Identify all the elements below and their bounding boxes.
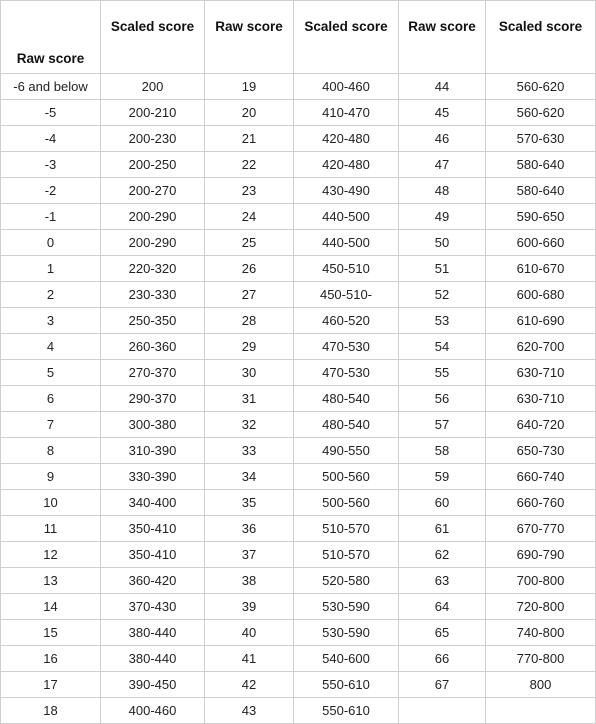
scaled-score-cell: 440-500 <box>294 230 399 256</box>
table-row <box>1 412 596 438</box>
raw-score-cell: 12 <box>1 542 101 568</box>
scaled-score-cell: 800 <box>486 672 596 698</box>
scaled-score-cell: 700-800 <box>486 568 596 594</box>
raw-score-cell: 20 <box>205 100 294 126</box>
table-row <box>1 386 596 412</box>
raw-score-cell: 23 <box>205 178 294 204</box>
header-raw-score: Raw score <box>205 1 294 74</box>
raw-score-cell: 6 <box>1 386 101 412</box>
scaled-score-cell: 610-690 <box>486 308 596 334</box>
scaled-score-cell: 550-610 <box>294 698 399 724</box>
raw-score-cell: 9 <box>1 464 101 490</box>
raw-score-cell: 31 <box>205 386 294 412</box>
scaled-score-cell: 770-800 <box>486 646 596 672</box>
table-row <box>1 308 596 334</box>
raw-score-cell: 11 <box>1 516 101 542</box>
scaled-score-cell: 310-390 <box>101 438 205 464</box>
scaled-score-cell: 640-720 <box>486 412 596 438</box>
raw-score-cell: 57 <box>399 412 486 438</box>
scaled-score-cell: 220-320 <box>101 256 205 282</box>
scaled-score-cell: 630-710 <box>486 360 596 386</box>
raw-score-cell: 30 <box>205 360 294 386</box>
scaled-score-cell: 660-740 <box>486 464 596 490</box>
raw-score-cell: 25 <box>205 230 294 256</box>
table-row <box>1 516 596 542</box>
raw-score-cell: 63 <box>399 568 486 594</box>
scaled-score-cell: 440-500 <box>294 204 399 230</box>
table-row <box>1 126 596 152</box>
scaled-score-cell: 200-210 <box>101 100 205 126</box>
raw-score-cell: -2 <box>1 178 101 204</box>
scaled-score-cell: 580-640 <box>486 152 596 178</box>
scaled-score-cell: 200-250 <box>101 152 205 178</box>
table-row <box>1 594 596 620</box>
scaled-score-cell: 620-700 <box>486 334 596 360</box>
scaled-score-cell <box>486 698 596 724</box>
header-raw-score: Raw score <box>399 1 486 74</box>
raw-score-cell: 54 <box>399 334 486 360</box>
raw-score-cell: 18 <box>1 698 101 724</box>
scaled-score-cell: 670-770 <box>486 516 596 542</box>
raw-score-cell: 22 <box>205 152 294 178</box>
raw-score-cell: 49 <box>399 204 486 230</box>
raw-score-cell: 17 <box>1 672 101 698</box>
scaled-score-cell: 480-540 <box>294 412 399 438</box>
header-row <box>1 1 596 74</box>
scaled-score-cell: 260-360 <box>101 334 205 360</box>
header-raw-score: Raw score <box>1 1 101 74</box>
scaled-score-cell: 300-380 <box>101 412 205 438</box>
raw-score-cell: 14 <box>1 594 101 620</box>
raw-score-cell: 61 <box>399 516 486 542</box>
table-row <box>1 360 596 386</box>
table-row <box>1 490 596 516</box>
raw-score-cell: 19 <box>205 74 294 100</box>
raw-score-cell: 59 <box>399 464 486 490</box>
table-row <box>1 74 596 100</box>
scaled-score-cell: 340-400 <box>101 490 205 516</box>
scaled-score-cell: 410-470 <box>294 100 399 126</box>
scaled-score-cell: 560-620 <box>486 100 596 126</box>
raw-score-cell: 29 <box>205 334 294 360</box>
scaled-score-cell: 420-480 <box>294 152 399 178</box>
scaled-score-cell: 510-570 <box>294 542 399 568</box>
raw-score-cell: 37 <box>205 542 294 568</box>
scaled-score-cell: 690-790 <box>486 542 596 568</box>
raw-score-cell: 24 <box>205 204 294 230</box>
raw-score-cell: 27 <box>205 282 294 308</box>
raw-score-cell: 62 <box>399 542 486 568</box>
raw-score-cell: 65 <box>399 620 486 646</box>
scaled-score-cell: 630-710 <box>486 386 596 412</box>
raw-score-cell: 10 <box>1 490 101 516</box>
table-row <box>1 152 596 178</box>
scaled-score-cell: 510-570 <box>294 516 399 542</box>
scaled-score-cell: 500-560 <box>294 490 399 516</box>
scaled-score-cell: 250-350 <box>101 308 205 334</box>
raw-score-cell: 26 <box>205 256 294 282</box>
raw-score-cell: -4 <box>1 126 101 152</box>
scaled-score-cell: 650-730 <box>486 438 596 464</box>
raw-score-cell: 4 <box>1 334 101 360</box>
raw-score-cell: 40 <box>205 620 294 646</box>
table-row <box>1 204 596 230</box>
raw-score-cell: 56 <box>399 386 486 412</box>
raw-score-cell: 7 <box>1 412 101 438</box>
raw-score-cell: 21 <box>205 126 294 152</box>
scaled-score-cell: 470-530 <box>294 360 399 386</box>
scaled-score-cell: 230-330 <box>101 282 205 308</box>
raw-score-cell: 48 <box>399 178 486 204</box>
header-scaled-score: Scaled score <box>101 1 205 74</box>
raw-score-cell: 53 <box>399 308 486 334</box>
scaled-score-cell: 450-510- <box>294 282 399 308</box>
table-row <box>1 542 596 568</box>
scaled-score-cell: 200-290 <box>101 204 205 230</box>
raw-score-cell: -5 <box>1 100 101 126</box>
table-row <box>1 438 596 464</box>
scaled-score-cell: 330-390 <box>101 464 205 490</box>
raw-score-cell: 3 <box>1 308 101 334</box>
raw-score-cell: 1 <box>1 256 101 282</box>
raw-score-cell: 38 <box>205 568 294 594</box>
table-row <box>1 230 596 256</box>
raw-score-cell: -6 and below <box>1 74 101 100</box>
raw-score-cell: 0 <box>1 230 101 256</box>
raw-score-cell: 39 <box>205 594 294 620</box>
raw-score-cell: 50 <box>399 230 486 256</box>
scaled-score-cell: 380-440 <box>101 620 205 646</box>
raw-score-cell <box>399 698 486 724</box>
scaled-score-cell: 350-410 <box>101 516 205 542</box>
scaled-score-cell: 610-670 <box>486 256 596 282</box>
scaled-score-cell: 200-290 <box>101 230 205 256</box>
raw-score-cell: 60 <box>399 490 486 516</box>
raw-score-cell: 44 <box>399 74 486 100</box>
raw-score-cell: 58 <box>399 438 486 464</box>
scaled-score-cell: 420-480 <box>294 126 399 152</box>
raw-score-cell: 51 <box>399 256 486 282</box>
table-row <box>1 464 596 490</box>
raw-score-cell: 55 <box>399 360 486 386</box>
scaled-score-cell: 200-270 <box>101 178 205 204</box>
raw-score-cell: 46 <box>399 126 486 152</box>
table-row <box>1 256 596 282</box>
raw-score-cell: 32 <box>205 412 294 438</box>
scaled-score-cell: 570-630 <box>486 126 596 152</box>
scaled-score-cell: 360-420 <box>101 568 205 594</box>
table-row <box>1 620 596 646</box>
raw-score-cell: 2 <box>1 282 101 308</box>
raw-score-cell: 66 <box>399 646 486 672</box>
table-row <box>1 698 596 724</box>
table-header <box>1 1 596 74</box>
scaled-score-cell: 540-600 <box>294 646 399 672</box>
table-row <box>1 178 596 204</box>
scaled-score-cell: 660-760 <box>486 490 596 516</box>
scaled-score-cell: 580-640 <box>486 178 596 204</box>
scaled-score-cell: 200-230 <box>101 126 205 152</box>
scaled-score-cell: 520-580 <box>294 568 399 594</box>
scaled-score-cell: 470-530 <box>294 334 399 360</box>
scaled-score-cell: 460-520 <box>294 308 399 334</box>
scaled-score-cell: 600-660 <box>486 230 596 256</box>
raw-score-cell: 67 <box>399 672 486 698</box>
header-scaled-score: Scaled score <box>486 1 596 74</box>
scaled-score-cell: 490-550 <box>294 438 399 464</box>
table-body <box>1 74 596 724</box>
header-scaled-score: Scaled score <box>294 1 399 74</box>
raw-score-cell: 35 <box>205 490 294 516</box>
raw-score-cell: 15 <box>1 620 101 646</box>
scaled-score-cell: 550-610 <box>294 672 399 698</box>
table-row <box>1 646 596 672</box>
scaled-score-cell: 450-510 <box>294 256 399 282</box>
scaled-score-cell: 390-450 <box>101 672 205 698</box>
raw-score-cell: 5 <box>1 360 101 386</box>
raw-score-cell: 45 <box>399 100 486 126</box>
raw-score-cell: 47 <box>399 152 486 178</box>
scaled-score-cell: 430-490 <box>294 178 399 204</box>
scaled-score-cell: 400-460 <box>101 698 205 724</box>
table-row <box>1 568 596 594</box>
raw-score-cell: 64 <box>399 594 486 620</box>
raw-score-cell: 43 <box>205 698 294 724</box>
raw-score-cell: 33 <box>205 438 294 464</box>
table-row <box>1 334 596 360</box>
scaled-score-cell: 590-650 <box>486 204 596 230</box>
raw-score-cell: 34 <box>205 464 294 490</box>
scaled-score-cell: 270-370 <box>101 360 205 386</box>
raw-score-cell: 41 <box>205 646 294 672</box>
scaled-score-cell: 600-680 <box>486 282 596 308</box>
scaled-score-cell: 350-410 <box>101 542 205 568</box>
scaled-score-cell: 480-540 <box>294 386 399 412</box>
raw-score-cell: -1 <box>1 204 101 230</box>
scaled-score-cell: 200 <box>101 74 205 100</box>
scaled-score-cell: 530-590 <box>294 620 399 646</box>
scaled-score-cell: 720-800 <box>486 594 596 620</box>
scaled-score-cell: 370-430 <box>101 594 205 620</box>
raw-score-cell: 16 <box>1 646 101 672</box>
scaled-score-cell: 380-440 <box>101 646 205 672</box>
raw-score-cell: -3 <box>1 152 101 178</box>
scaled-score-cell: 740-800 <box>486 620 596 646</box>
raw-score-cell: 36 <box>205 516 294 542</box>
table-row <box>1 100 596 126</box>
scaled-score-cell: 400-460 <box>294 74 399 100</box>
raw-score-cell: 28 <box>205 308 294 334</box>
scaled-score-cell: 290-370 <box>101 386 205 412</box>
raw-score-cell: 13 <box>1 568 101 594</box>
scaled-score-cell: 530-590 <box>294 594 399 620</box>
raw-score-cell: 52 <box>399 282 486 308</box>
raw-score-cell: 42 <box>205 672 294 698</box>
scaled-score-cell: 560-620 <box>486 74 596 100</box>
raw-score-cell: 8 <box>1 438 101 464</box>
scaled-score-cell: 500-560 <box>294 464 399 490</box>
table-row <box>1 672 596 698</box>
table-row <box>1 282 596 308</box>
